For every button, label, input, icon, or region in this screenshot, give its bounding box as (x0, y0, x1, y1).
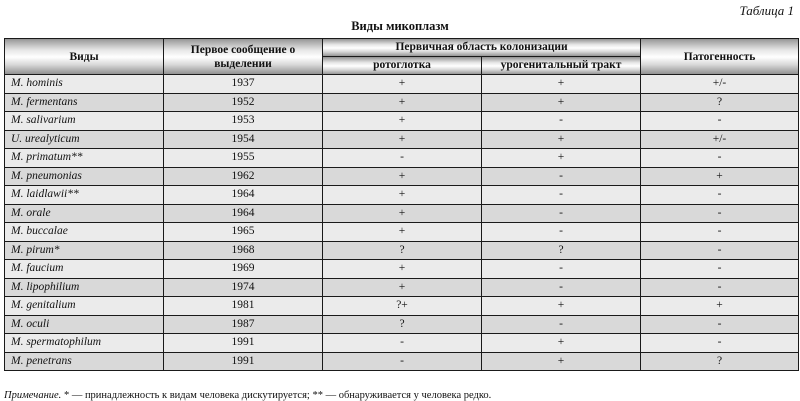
cell-urogenital: - (482, 112, 641, 131)
cell-species: M. salivarium (5, 112, 164, 131)
cell-oropharynx: + (323, 223, 482, 242)
cell-urogenital: ? (482, 241, 641, 260)
header-first-report: Первое сообщение о выделении (164, 39, 323, 75)
cell-urogenital: + (482, 93, 641, 112)
cell-oropharynx: + (323, 167, 482, 186)
cell-urogenital: + (482, 334, 641, 353)
cell-pathogenicity: - (641, 223, 799, 242)
cell-oropharynx: - (323, 334, 482, 353)
cell-year: 1968 (164, 241, 323, 260)
cell-year: 1964 (164, 186, 323, 205)
table-body (5, 75, 799, 371)
cell-species: M. lipophilium (5, 278, 164, 297)
cell-pathogenicity: - (641, 149, 799, 168)
table-row (5, 167, 799, 186)
table-row (5, 223, 799, 242)
cell-oropharynx: - (323, 352, 482, 371)
cell-pathogenicity: - (641, 334, 799, 353)
cell-urogenital: - (482, 204, 641, 223)
cell-urogenital: - (482, 278, 641, 297)
cell-oropharynx: ? (323, 241, 482, 260)
cell-pathogenicity: - (641, 241, 799, 260)
table-caption: Виды микоплазм (351, 19, 449, 33)
cell-urogenital: + (482, 297, 641, 316)
cell-year: 1954 (164, 130, 323, 149)
cell-oropharynx: + (323, 130, 482, 149)
table-note (4, 390, 491, 401)
cell-year: 1962 (164, 167, 323, 186)
cell-species: M. penetrans (5, 352, 164, 371)
cell-year: 1952 (164, 93, 323, 112)
note-text: * — принадлежность к видам человека дискутируется; ** — обнаруживается у человека редко. (61, 390, 492, 401)
cell-year: 1937 (164, 75, 323, 94)
cell-urogenital: - (482, 260, 641, 279)
cell-pathogenicity: - (641, 186, 799, 205)
cell-pathogenicity: - (641, 204, 799, 223)
header-pathogenicity: Патогенность (641, 39, 799, 75)
cell-oropharynx: + (323, 260, 482, 279)
cell-pathogenicity: + (641, 167, 799, 186)
table-row (5, 186, 799, 205)
cell-pathogenicity: - (641, 278, 799, 297)
table-row (5, 75, 799, 94)
table-number: Таблица 1 (739, 3, 794, 18)
cell-pathogenicity: ? (641, 352, 799, 371)
cell-pathogenicity: + (641, 297, 799, 316)
header-oropharynx: ротоглотка (323, 57, 482, 75)
cell-year: 1969 (164, 260, 323, 279)
cell-species: U. urealyticum (5, 130, 164, 149)
cell-year: 1991 (164, 352, 323, 371)
table-row (5, 204, 799, 223)
cell-year: 1953 (164, 112, 323, 131)
cell-species: M. oculi (5, 315, 164, 334)
cell-urogenital: + (482, 352, 641, 371)
cell-year: 1987 (164, 315, 323, 334)
header-urogenital: урогенитальный тракт (482, 57, 641, 75)
cell-species: M. hominis (5, 75, 164, 94)
cell-oropharynx: ?+ (323, 297, 482, 316)
table-row (5, 315, 799, 334)
table-row (5, 112, 799, 131)
cell-species: M. laidlawii** (5, 186, 164, 205)
table-row (5, 278, 799, 297)
cell-year: 1981 (164, 297, 323, 316)
header-colonization: Первичная область колонизации (323, 39, 641, 57)
header-species: Виды (5, 39, 164, 75)
cell-oropharynx: ? (323, 315, 482, 334)
table-row (5, 334, 799, 353)
mycoplasma-table (4, 38, 799, 371)
cell-pathogenicity: - (641, 315, 799, 334)
cell-pathogenicity: ? (641, 93, 799, 112)
cell-species: M. pirum* (5, 241, 164, 260)
cell-pathogenicity: - (641, 260, 799, 279)
table-row (5, 93, 799, 112)
cell-year: 1991 (164, 334, 323, 353)
cell-species: M. fermentans (5, 93, 164, 112)
table-row (5, 352, 799, 371)
cell-species: M. spermatophilum (5, 334, 164, 353)
cell-oropharynx: + (323, 204, 482, 223)
cell-year: 1974 (164, 278, 323, 297)
cell-urogenital: - (482, 223, 641, 242)
cell-oropharynx: + (323, 278, 482, 297)
cell-oropharynx: + (323, 186, 482, 205)
cell-urogenital: + (482, 130, 641, 149)
cell-oropharynx: + (323, 112, 482, 131)
cell-pathogenicity: +/- (641, 130, 799, 149)
cell-oropharynx: - (323, 149, 482, 168)
cell-urogenital: + (482, 149, 641, 168)
cell-species: M. genitalium (5, 297, 164, 316)
cell-year: 1965 (164, 223, 323, 242)
table-row (5, 260, 799, 279)
cell-year: 1964 (164, 204, 323, 223)
cell-year: 1955 (164, 149, 323, 168)
cell-species: M. orale (5, 204, 164, 223)
cell-species: M. faucium (5, 260, 164, 279)
table-row (5, 297, 799, 316)
cell-urogenital: - (482, 186, 641, 205)
cell-species: M. primatum** (5, 149, 164, 168)
cell-pathogenicity: - (641, 112, 799, 131)
cell-species: M. buccalae (5, 223, 164, 242)
cell-pathogenicity: +/- (641, 75, 799, 94)
table-row (5, 241, 799, 260)
cell-oropharynx: + (323, 75, 482, 94)
table-row (5, 149, 799, 168)
cell-urogenital: - (482, 167, 641, 186)
cell-oropharynx: + (323, 93, 482, 112)
cell-urogenital: - (482, 315, 641, 334)
cell-urogenital: + (482, 75, 641, 94)
note-label: Примечание. (4, 390, 62, 401)
cell-species: M. pneumonias (5, 167, 164, 186)
table-row (5, 130, 799, 149)
